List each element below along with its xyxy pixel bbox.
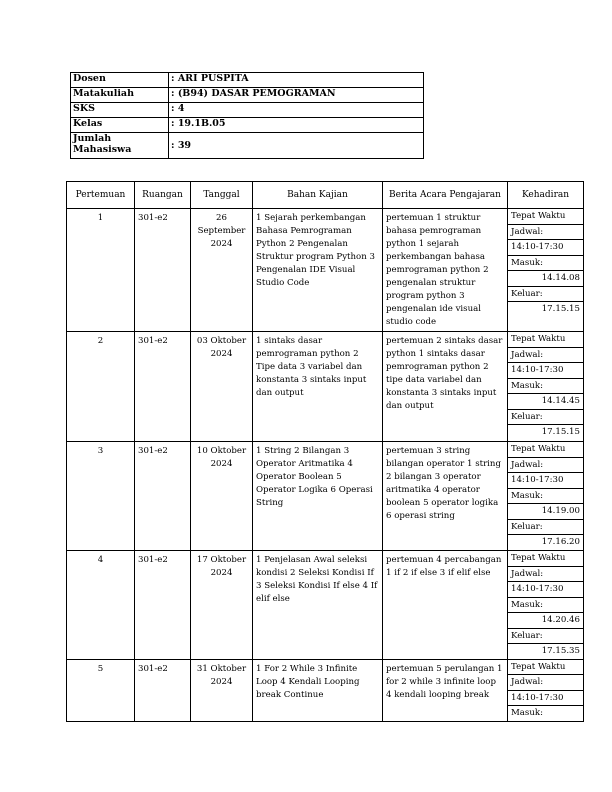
teaching-report-cell: pertemuan 4 percabangan 1 if 2 if else 3 if elif else [383, 551, 508, 660]
info-key: Matakuliah [71, 88, 169, 103]
info-key: SKS [71, 103, 169, 118]
info-value: : 39 [169, 133, 424, 159]
schedule-label: Jadwal: [508, 675, 583, 691]
info-value: : 19.1B.05 [169, 118, 424, 133]
check-in-label: Masuk: [508, 489, 583, 505]
attendance-status: Tepat Waktu [508, 442, 583, 458]
check-out-value: 17.16.20 [541, 537, 580, 547]
check-in-label: Masuk: [508, 256, 583, 272]
attendance-status: Tepat Waktu [508, 660, 583, 676]
schedule-value: 14:10-17:30 [508, 363, 583, 379]
attendance-cell [508, 551, 584, 660]
teaching-report-cell: pertemuan 3 string bilangan operator 1 string 2 bilangan 3 operator aritmatika 4 operator boolean 5 operator logika 6 operasi string [383, 442, 508, 551]
schedule-label: Jadwal: [508, 225, 583, 241]
header-bahan-kajian: Bahan Kajian [253, 182, 383, 209]
info-key: Jumlah Mahasiswa [71, 133, 169, 159]
info-row-dosen [71, 73, 424, 88]
teaching-report-cell: pertemuan 2 sintaks dasar python 1 sintaks dasar pemrograman python 2 tipe data variabel dan konstanta 3 sintaks input dan output [383, 332, 508, 442]
attendance-cell [508, 659, 584, 721]
info-row-kelas [71, 118, 424, 133]
teaching-report-cell: pertemuan 5 perulangan 1 for 2 while 3 infinite loop 4 kendali looping break [383, 659, 508, 721]
teaching-report-cell: pertemuan 1 struktur bahasa pemrograman python 1 sejarah perkembangan bahasa pemrograman python 2 pengenalan struktur program python 3 pengenalan ide visual studio code [383, 209, 508, 332]
header-kehadiran: Kehadiran [508, 182, 584, 209]
table-row [67, 332, 584, 442]
attendance-status: Tepat Waktu [508, 551, 583, 567]
check-in-label: Masuk: [511, 708, 543, 718]
check-out-value: 17.15.35 [541, 646, 580, 656]
check-in-label: Masuk: [508, 379, 583, 395]
meeting-number-cell: 2 [67, 332, 135, 442]
room-cell: 301-e2 [135, 442, 191, 551]
attendance-status: Tepat Waktu [508, 332, 583, 348]
study-material-cell: 1 String 2 Bilangan 3 Operator Aritmatika 4 Operator Boolean 5 Operator Logika 6 Operasi String [253, 442, 383, 551]
header-ruangan: Ruangan [135, 182, 191, 209]
info-value: : ARI PUSPITA [169, 73, 424, 88]
date-cell: 31 Oktober 2024 [191, 659, 253, 721]
info-row-matakuliah [71, 88, 424, 103]
header-berita-acara: Berita Acara Pengajaran [383, 182, 508, 209]
check-out-label: Keluar: [508, 629, 583, 645]
info-value: : 4 [169, 103, 424, 118]
info-value: : (B94) DASAR PEMOGRAMAN [169, 88, 424, 103]
check-in-value: 14.14.45 [508, 394, 583, 410]
check-in-value: 14.19.00 [508, 504, 583, 520]
schedule-value: 14:10-17:30 [508, 691, 583, 707]
date-cell: 10 Oktober 2024 [191, 442, 253, 551]
check-out-label: Keluar: [508, 410, 583, 426]
schedule-value: 14:10-17:30 [508, 582, 583, 598]
attendance-cell [508, 442, 584, 551]
check-in-value: 14.20.46 [508, 613, 583, 629]
meeting-number-cell: 4 [67, 551, 135, 660]
header-tanggal: Tanggal [191, 182, 253, 209]
course-info-table [70, 72, 424, 159]
meeting-number-cell: 3 [67, 442, 135, 551]
room-cell: 301-e2 [135, 332, 191, 442]
date-cell: 26 September 2024 [191, 209, 253, 332]
room-cell: 301-e2 [135, 551, 191, 660]
attendance-cell [508, 209, 584, 332]
check-in-label: Masuk: [508, 598, 583, 614]
meeting-record-table [66, 181, 584, 722]
attendance-status: Tepat Waktu [508, 209, 583, 225]
check-out-value: 17.15.15 [541, 304, 580, 314]
schedule-label: Jadwal: [508, 567, 583, 583]
check-out-label: Keluar: [508, 520, 583, 536]
study-material-cell: 1 Penjelasan Awal seleksi kondisi 2 Seleksi Kondisi If 3 Seleksi Kondisi If else 4 If elif else [253, 551, 383, 660]
room-cell: 301-e2 [135, 659, 191, 721]
info-row-jumlah-mahasiswa [71, 133, 424, 159]
attendance-cell [508, 332, 584, 442]
table-header-row [67, 182, 584, 209]
table-row [67, 442, 584, 551]
study-material-cell: 1 Sejarah perkembangan Bahasa Pemrograman Python 2 Pengenalan Struktur program Python 3 Pengenalan IDE Visual Studio Code [253, 209, 383, 332]
check-out-label: Keluar: [508, 287, 583, 303]
meeting-number-cell: 5 [67, 659, 135, 721]
info-row-sks [71, 103, 424, 118]
info-key: Dosen [71, 73, 169, 88]
date-cell: 17 Oktober 2024 [191, 551, 253, 660]
study-material-cell: 1 For 2 While 3 Infinite Loop 4 Kendali Looping break Continue [253, 659, 383, 721]
table-row [67, 659, 584, 721]
table-row [67, 551, 584, 660]
date-cell: 03 Oktober 2024 [191, 332, 253, 442]
schedule-value: 14:10-17:30 [508, 240, 583, 256]
schedule-label: Jadwal: [508, 458, 583, 474]
room-cell: 301-e2 [135, 209, 191, 332]
schedule-label: Jadwal: [508, 348, 583, 364]
study-material-cell: 1 sintaks dasar pemrograman python 2 Tipe data 3 variabel dan konstanta 3 sintaks input dan output [253, 332, 383, 442]
header-pertemuan: Pertemuan [67, 182, 135, 209]
info-key: Kelas [71, 118, 169, 133]
check-out-value: 17.15.15 [541, 427, 580, 437]
check-in-value: 14.14.08 [508, 271, 583, 287]
meeting-number-cell: 1 [67, 209, 135, 332]
table-row [67, 209, 584, 332]
schedule-value: 14:10-17:30 [508, 473, 583, 489]
